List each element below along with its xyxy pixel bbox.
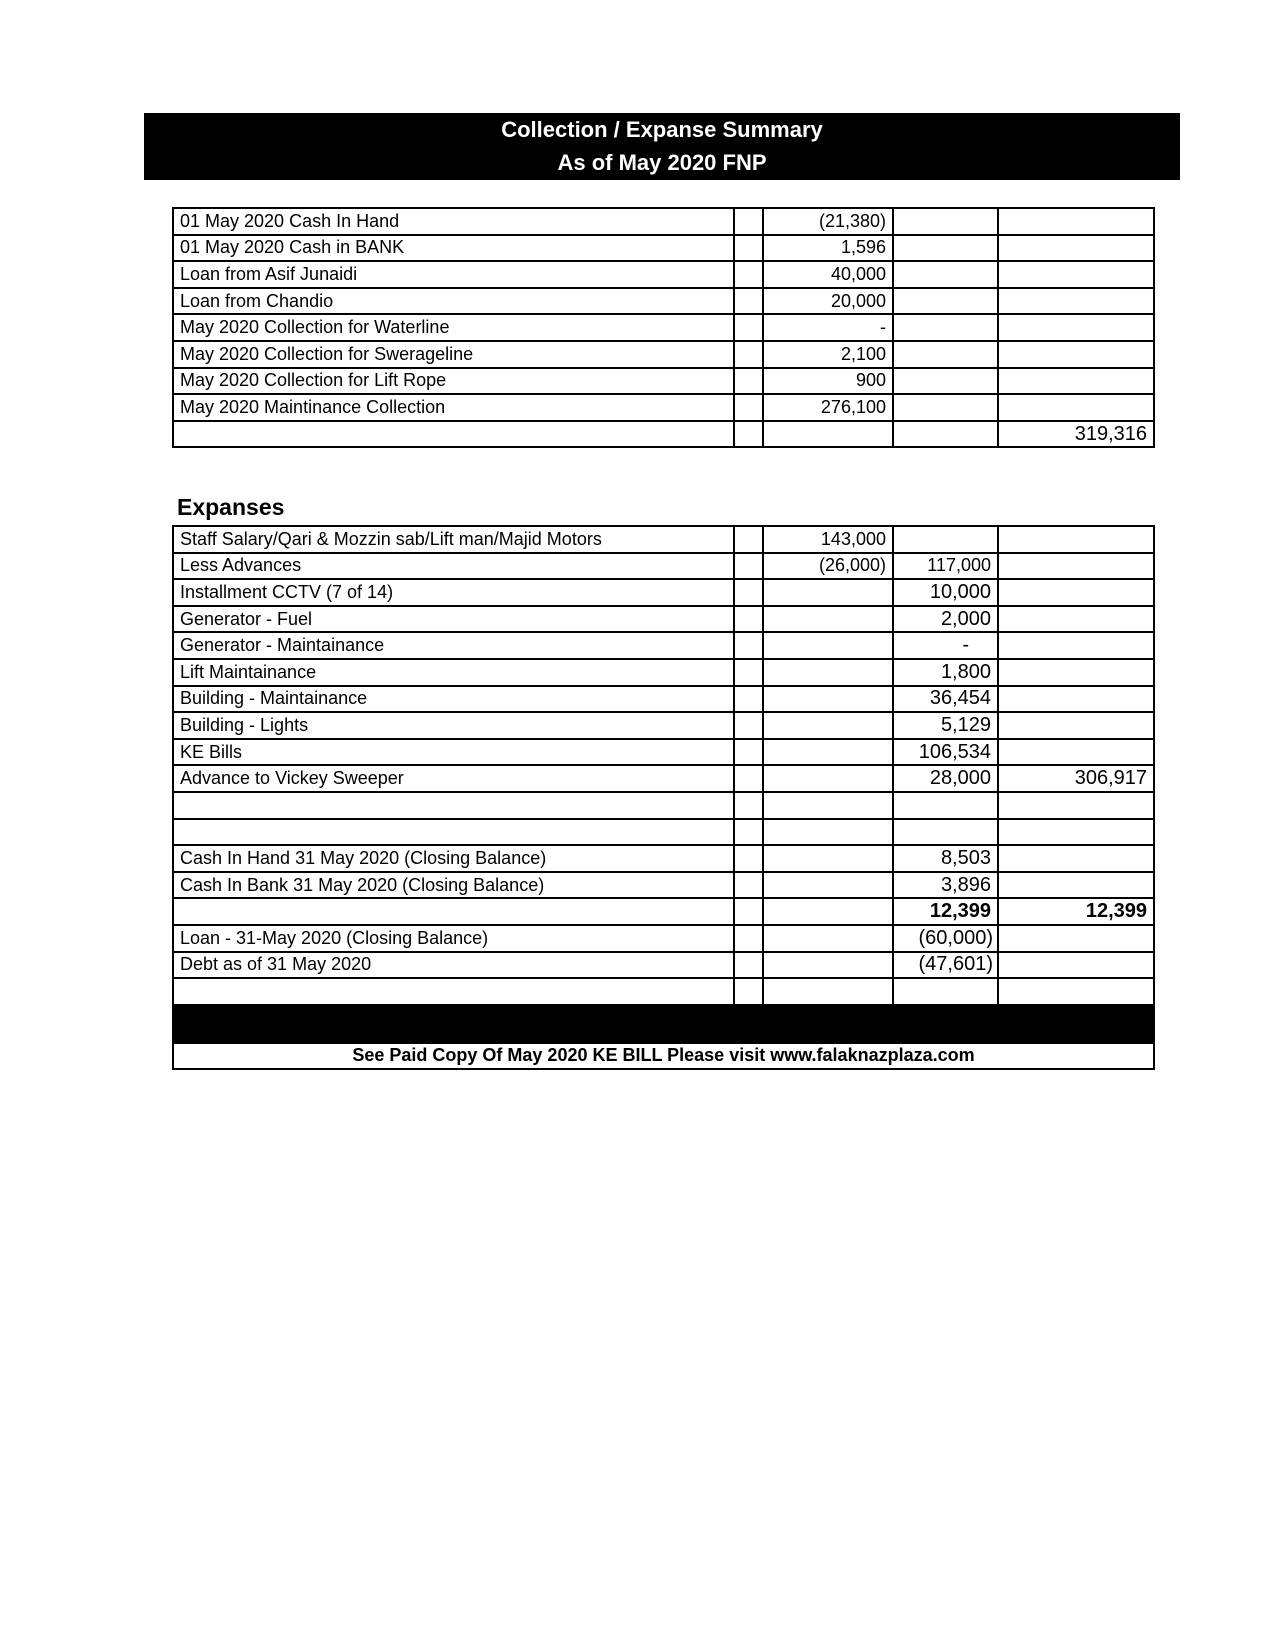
expense-total [998,739,1154,766]
expense-label: Building - Lights [173,712,734,739]
black-bar-row [173,1005,1154,1043]
expense-total [998,526,1154,553]
expense-label: Installment CCTV (7 of 14) [173,579,734,606]
expense-total [998,606,1154,633]
row-label: May 2020 Collection for Waterline [173,314,734,341]
closing-cash-hand-row [173,845,1154,872]
expense-gross [763,606,893,633]
empty-row [173,819,1154,846]
expense-label: Lift Maintainance [173,659,734,686]
expense-label: Staff Salary/Qari & Mozzin sab/Lift man/Majid Motors [173,526,734,553]
table-row [173,208,1154,235]
row-label: Loan from Chandio [173,288,734,315]
debt-value: (47,601) [893,952,998,979]
loan-label: Loan - 31-May 2020 (Closing Balance) [173,925,734,952]
expense-gross [763,765,893,792]
debt-row [173,952,1154,979]
collection-table [172,207,1155,448]
expense-net [893,526,998,553]
expense-gross [763,579,893,606]
row-label: May 2020 Maintinance Collection [173,394,734,421]
table-row [173,235,1154,262]
row-amount: 1,596 [763,235,893,262]
expense-net: 10,000 [893,579,998,606]
expense-net: 106,534 [893,739,998,766]
expense-label: KE Bills [173,739,734,766]
expense-gross [763,686,893,713]
expense-net: 117,000 [893,553,998,580]
row-label: 01 May 2020 Cash In Hand [173,208,734,235]
table-row [173,341,1154,368]
expense-net: - [893,632,998,659]
closing-cash-hand-label: Cash In Hand 31 May 2020 (Closing Balance) [173,845,734,872]
empty-row [173,978,1154,1005]
expense-total [998,712,1154,739]
row-label: May 2020 Collection for Swerageline [173,341,734,368]
closing-subtotal: 12,399 [893,898,998,925]
loan-row [173,925,1154,952]
expense-net: 2,000 [893,606,998,633]
row-amount: 2,100 [763,341,893,368]
closing-cash-bank-row [173,872,1154,899]
debt-label: Debt as of 31 May 2020 [173,952,734,979]
row-amount: 900 [763,368,893,395]
report-subtitle: As of May 2020 FNP [557,150,767,175]
closing-total: 12,399 [998,898,1154,925]
loan-value: (60,000) [893,925,998,952]
expense-total [998,579,1154,606]
row-amount: - [763,314,893,341]
expense-gross: 143,000 [763,526,893,553]
expense-gross [763,632,893,659]
closing-cash-hand-value: 8,503 [893,845,998,872]
expense-gross [763,739,893,766]
collection-total-row [173,421,1154,448]
table-row [173,765,1154,792]
row-amount: 20,000 [763,288,893,315]
row-label: 01 May 2020 Cash in BANK [173,235,734,262]
black-bar [173,1005,1154,1043]
expense-gross [763,712,893,739]
table-row [173,314,1154,341]
expense-gross [763,659,893,686]
table-row [173,553,1154,580]
table-row [173,739,1154,766]
footer-row [173,1043,1154,1070]
footer-note: See Paid Copy Of May 2020 KE BILL Please visit www.falaknazplaza.com [173,1043,1154,1070]
row-amount: 40,000 [763,261,893,288]
table-row [173,712,1154,739]
table-row [173,288,1154,315]
expenses-heading: Expanses [177,494,285,520]
expense-net: 5,129 [893,712,998,739]
expense-total [998,553,1154,580]
table-row [173,394,1154,421]
row-label: May 2020 Collection for Lift Rope [173,368,734,395]
expense-total: 306,917 [998,765,1154,792]
expenses-table [172,525,1155,1070]
table-row [173,659,1154,686]
table-row [173,579,1154,606]
table-row [173,526,1154,553]
expense-label: Building - Maintainance [173,686,734,713]
row-amount: 276,100 [763,394,893,421]
expense-total [998,632,1154,659]
closing-subtotal-row [173,898,1154,925]
table-row [173,261,1154,288]
row-label: Loan from Asif Junaidi [173,261,734,288]
expense-net: 1,800 [893,659,998,686]
expense-total [998,686,1154,713]
table-row [173,686,1154,713]
closing-cash-bank-label: Cash In Bank 31 May 2020 (Closing Balance) [173,872,734,899]
expense-net: 36,454 [893,686,998,713]
table-row [173,606,1154,633]
expense-label: Less Advances [173,553,734,580]
expense-label: Generator - Fuel [173,606,734,633]
expense-gross: (26,000) [763,553,893,580]
expense-net: 28,000 [893,765,998,792]
expense-label: Advance to Vickey Sweeper [173,765,734,792]
closing-cash-bank-value: 3,896 [893,872,998,899]
collection-total: 319,316 [998,421,1154,448]
report-title-bar [144,113,1180,180]
expense-label: Generator - Maintainance [173,632,734,659]
report-title: Collection / Expanse Summary [501,117,823,142]
expense-total [998,659,1154,686]
table-row [173,632,1154,659]
empty-row [173,792,1154,819]
row-amount: (21,380) [763,208,893,235]
table-row [173,368,1154,395]
